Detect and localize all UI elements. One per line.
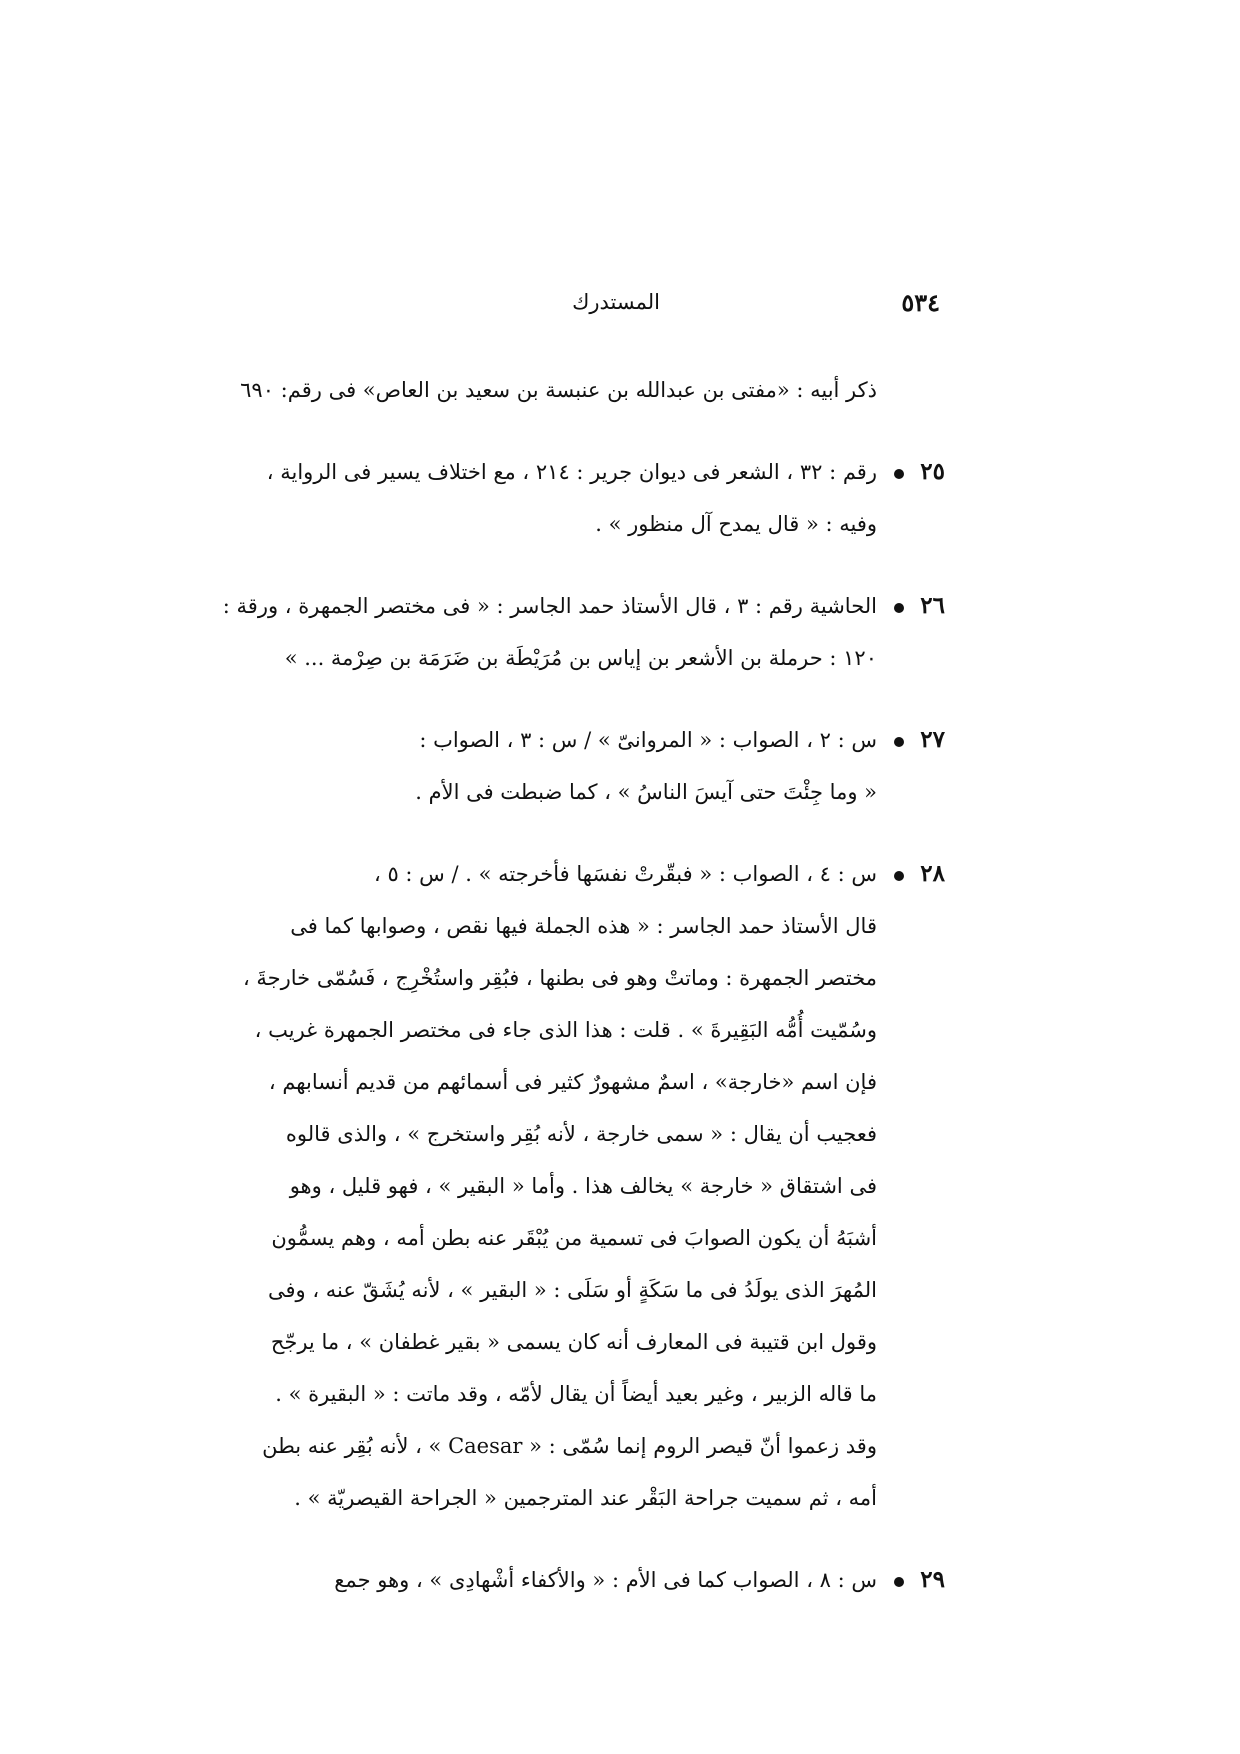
entry-line: ١٢٠ : حرملة بن الأشعر بن إياس بن مُرَيْطَة بن ضَرَمَة بن صِرْمة ... » (284, 646, 877, 670)
entry-marker (881, 848, 945, 900)
entry-number: ٢٧ (920, 726, 945, 753)
entry-line: وقول ابن قتيبة فى المعارف أنه كان يسمى « بقير غطفان » ، ما يرجّح (270, 1330, 877, 1354)
entry-line: س : ٤ ، الصواب : « فبقّرتْ نفسَها فأخرجته » . / س : ٥ ، (374, 862, 877, 886)
bullet-icon (894, 871, 904, 881)
entry-line: أمه ، ثم سميت جراحة البَقْر عند المترجمين « الجراحة القيصريّة » . (294, 1486, 877, 1510)
entry-26 (222, 580, 945, 684)
bullet-icon (894, 469, 904, 479)
body-text (222, 362, 945, 1606)
entry-line: المُهرَ الذى يولَدُ فى ما سَكَةٍ أو سَلَى : « البقير » ، لأنه يُشَقّ عنه ، وفى (267, 1278, 877, 1302)
intro-line: ذكر أبيه : «مفتى بن عبدالله بن عنبسة بن سعيد بن العاص» فى رقم: ٦٩٠ (240, 378, 877, 402)
running-title: المستدرك (572, 290, 660, 314)
entry-line: أشبَهُ أن يكون الصوابَ فى تسمية من يُبْقَر عنه بطن أمه ، وهم يسمُّون (271, 1226, 877, 1250)
entry-number: ٢٨ (920, 860, 945, 887)
entry-29 (265, 1554, 945, 1606)
entry-marker (881, 446, 945, 498)
entry-line: رقم : ٣٢ ، الشعر فى ديوان جرير : ٢١٤ ، مع اختلاف يسير فى الرواية ، (266, 460, 877, 484)
page-number: ٥٣٤ (901, 288, 940, 317)
entry-marker (881, 1554, 945, 1606)
entry-line: « وما جِئْتَ حتى آيسَ الناسُ » ، كما ضبطت فى الأم . (415, 780, 877, 804)
bullet-icon (894, 603, 904, 613)
entry-line: فإن اسم «خارجة» ، اسمٌ مشهورٌ كثير فى أسمائهم من قديم أنسابهم ، (268, 1070, 877, 1094)
entry-number: ٢٥ (920, 458, 945, 485)
entry-line: س : ٢ ، الصواب : « المروانىّ » / س : ٣ ، الصواب : (419, 728, 877, 752)
entry-28 (242, 848, 945, 1524)
entry-line: فعجيب أن يقال : « سمى خارجة ، لأنه بُقِر واستخرج » ، والذى قالوه (285, 1122, 877, 1146)
page-header (280, 288, 940, 328)
entry-25 (265, 446, 945, 550)
bullet-icon (894, 1577, 904, 1587)
entry-number: ٢٩ (920, 1566, 945, 1593)
entry-line: ما قاله الزبير ، وغير بعيد أيضاً أن يقال لأمّه ، وقد ماتت : « البقيرة » . (275, 1382, 877, 1406)
entry-27 (265, 714, 945, 818)
entry-marker (881, 714, 945, 766)
bullet-icon (894, 737, 904, 747)
entry-line: مختصر الجمهرة : وماتتْ وهو فى بطنها ، فبُقِر واستُخْرِج ، فَسُمّى خارجةَ ، (242, 966, 877, 990)
entry-line: قال الأستاذ حمد الجاسر : « هذه الجملة فيها نقص ، وصوابها كما فى (290, 914, 877, 938)
entry-line: الحاشية رقم : ٣ ، قال الأستاذ حمد الجاسر : « فى مختصر الجمهرة ، ورقة : (222, 594, 877, 618)
entry-line: فى اشتقاق « خارجة » يخالف هذا . وأما « البقير » ، فهو قليل ، وهو (289, 1174, 877, 1198)
entry-line: وسُمّيت أُمُّه البَقِيرةَ » . قلت : هذا الذى جاء فى مختصر الجمهرة غريب ، (254, 1018, 877, 1042)
entry-line: س : ٨ ، الصواب كما فى الأم : « والأكفاء أشْهادِى » ، وهو جمع (334, 1568, 877, 1592)
entry-number: ٢٦ (920, 592, 945, 619)
entry-line: وفيه : « قال يمدح آل منظور » . (595, 512, 877, 536)
entry-marker (881, 580, 945, 632)
entry-line: وقد زعموا أنّ قيصر الروم إنما سُمّى : « Caesar » ، لأنه بُقِر عنه بطن (262, 1434, 877, 1458)
